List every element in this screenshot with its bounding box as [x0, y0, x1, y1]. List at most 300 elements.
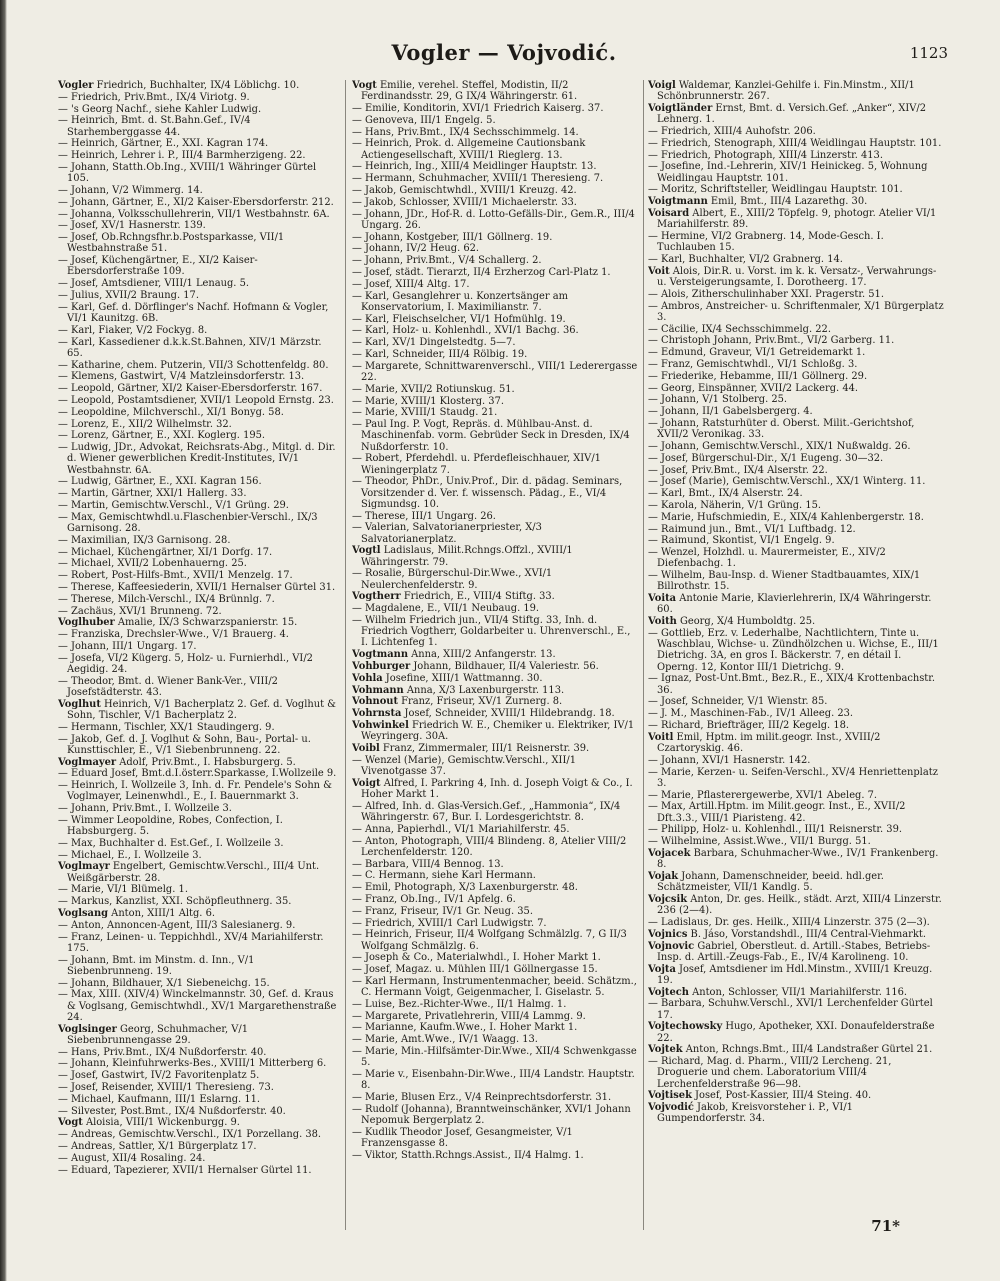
entry-text: — Wenzel (Marie), Gemischtw.Verschl., XII/1 Vivenotgasse 37. — [352, 754, 576, 777]
entry-text: — Marie, Amt.Wwe., IV/1 Waagg. 13. — [352, 1034, 538, 1046]
entry-text: — Martin, Gemischtw.Verschl., V/1 Grüng. 29. — [58, 499, 289, 511]
entry-text: — Barbara, VIII/4 Bennog. 13. — [352, 858, 504, 870]
page-header — [60, 40, 948, 74]
column-divider — [345, 80, 346, 1230]
entry-text: — C. Hermann, siehe Karl Hermann. — [352, 870, 536, 882]
entry-text: — Moritz, Schriftsteller, Weidlingau Hauptstr. 101. — [648, 184, 903, 196]
directory-entry — [648, 1056, 944, 1090]
directory-entry — [352, 696, 638, 707]
directory-entry — [648, 476, 944, 487]
directory-entry — [58, 676, 340, 698]
directory-entry — [648, 524, 944, 535]
entry-text: — Josef, Bürgerschul-Dir., X/1 Eugeng. 30—32. — [648, 452, 884, 464]
directory-entry — [648, 208, 944, 230]
directory-entry — [58, 861, 340, 883]
directory-entry — [352, 522, 638, 544]
entry-text: — Josef, Ob.Rchngsfhr.b.Postsparkasse, VII/1 Westbahnstraße 51. — [58, 232, 285, 255]
directory-entry — [58, 325, 340, 336]
entry-text: — Johann, Gärtner, E., XI/2 Kaiser-Ebersdorferstr. 212. — [58, 196, 334, 208]
entry-text: Emil, Hptm. im milit.geogr. Inst., XVIII/2 Czartoryskig. 46. — [657, 731, 881, 754]
entry-text: — Johann, XVI/1 Hasnerstr. 142. — [648, 754, 811, 766]
entry-text: Josef, Post-Kassier, III/4 Steing. 40. — [691, 1090, 872, 1102]
entry-surname: Voglsang — [58, 908, 109, 920]
directory-entry — [352, 267, 638, 278]
entry-text: — Leopold, Gärtner, XI/2 Kaiser-Ebersdorferstr. 167. — [58, 383, 323, 395]
directory-entry — [58, 395, 340, 406]
entry-surname: Vohla — [352, 672, 383, 684]
directory-entry — [352, 1104, 638, 1126]
entry-text: — Leopoldine, Milchverschl., XI/1 Bonyg. 58. — [58, 406, 284, 418]
entry-surname: Voit — [648, 265, 670, 277]
entry-text: — Andreas, Sattler, X/1 Bürgerplatz 17. — [58, 1141, 257, 1153]
directory-entry — [648, 465, 944, 476]
entry-text: — 's Georg Nachf., siehe Kahler Ludwig. — [58, 103, 262, 115]
directory-entry — [58, 641, 340, 652]
directory-entry — [352, 337, 638, 348]
directory-entry — [352, 882, 638, 893]
directory-entry — [648, 941, 944, 963]
entry-text: — Wimmer Leopoldine, Robes, Confection, I. Habsburgerg. 5. — [58, 814, 283, 838]
directory-entry — [58, 302, 340, 324]
entry-text: — Franz, Leinen- u. Teppichhdl., XV/4 Mariahilferstr. 175. — [58, 931, 324, 954]
directory-entry — [352, 232, 638, 243]
directory-entry — [648, 824, 944, 835]
entry-text: — Markus, Kanzlist, XXI. Schöpfleuthnerg. 35. — [58, 896, 292, 908]
entry-text: — Michael, Küchengärtner, XI/1 Dorfg. 17. — [58, 546, 273, 558]
entry-text: — Max, Buchhalter d. Est.Gef., I. Wollzeile 3. — [58, 837, 284, 849]
directory-entry — [648, 1090, 944, 1101]
directory-entry — [352, 591, 638, 602]
page-binding-edge — [0, 0, 7, 1281]
directory-entry — [648, 441, 944, 452]
directory-entry — [352, 161, 638, 172]
directory-entry — [58, 278, 340, 289]
directory-entry — [58, 138, 340, 149]
directory-entry — [58, 1153, 340, 1164]
entry-text: — Richard, Briefträger, III/2 Kegelg. 18. — [648, 719, 850, 731]
entry-surname: Voitl — [648, 731, 674, 743]
directory-entry — [352, 801, 638, 823]
directory-entry — [648, 488, 944, 499]
entry-surname: Voglhuber — [58, 617, 115, 629]
entry-text: — Gottlieb, Erz. v. Lederhalbe, Nachtlichtern, Tinte u. Waschblau, Wichse- u. Zündhölzchen u. Wichse, E., III/1 Dietrichg. 3A, en gros I. Bäckerstr. 7, en détail I. Operng. 12, Kontor III/1 Dietrichg. 9. — [648, 627, 939, 673]
entry-text: — Alois, Zitherschulinhaber XXI. Pragerstr. 51. — [648, 288, 884, 300]
entry-text: — Philipp, Holz- u. Kohlenhdl., III/1 Reisnerstr. 39. — [648, 824, 903, 836]
entry-text: — Rosalie, Bürgerschul-Dir.Wwe., XVI/1 Neulerchenfelderstr. 9. — [352, 568, 553, 591]
entry-text: — Friedrich, Priv.Bmt., IX/4 Viriotg. 9. — [58, 91, 250, 103]
directory-entry — [352, 615, 638, 649]
entry-text: — Zachäus, XVI/1 Brunneng. 72. — [58, 605, 222, 617]
entry-text: — Barbara, Schuhw.Verschl., XVI/1 Lerchenfelder Gürtel 17. — [648, 998, 933, 1021]
entry-text: Waldemar, Kanzlei-Gehilfe i. Fin.Minstm., XII/1 Schönbrunnerstr. 267. — [657, 80, 915, 103]
directory-entry — [58, 558, 340, 569]
entry-text: Friedrich W. E., Chemiker u. Elektriker, IV/1 Weyringerg. 30A. — [361, 719, 635, 743]
entry-surname: Vojnics — [648, 928, 688, 940]
directory-entry — [352, 1150, 638, 1161]
entry-surname: Voibl — [352, 742, 380, 754]
directory-entry — [58, 803, 340, 814]
directory-entry — [648, 394, 944, 405]
directory-entry — [648, 512, 944, 523]
directory-entry — [648, 289, 944, 300]
entry-text: — Josef, Schneider, V/1 Wienstr. 85. — [648, 696, 828, 708]
entry-text: Heinrich, V/1 Bacherplatz 2. Gef. d. Voglhut & Sohn, Tischler, V/1 Bacherplatz 2. — [67, 698, 336, 721]
entry-text: — Luise, Bez.-Richter-Wwe., II/1 Halmg. 1. — [352, 998, 567, 1010]
directory-entry — [648, 871, 944, 893]
entry-text: — Wilhelm, Bau-Insp. d. Wiener Stadtbauamtes, XIX/1 Billrothstr. 15. — [648, 570, 921, 593]
entry-text: — Julius, XVII/2 Braung. 17. — [58, 289, 199, 301]
directory-entry — [352, 906, 638, 917]
entry-text: — Johann, V/2 Wimmerg. 14. — [58, 184, 203, 196]
entry-text: — Josef, städt. Tierarzt, II/4 Erzherzog Carl-Platz 1. — [352, 266, 611, 278]
directory-entry — [352, 1092, 638, 1103]
directory-entry — [58, 162, 340, 184]
directory-entry — [58, 815, 340, 837]
directory-entry — [352, 511, 638, 522]
directory-entry — [352, 384, 638, 395]
entry-text: — Marie, Hufschmiedin, E., XIX/4 Kahlenbergerstr. 18. — [648, 511, 924, 523]
entry-text: — Marie, XVIII/1 Staudg. 21. — [352, 407, 498, 419]
entry-text: — Andreas, Gemischtw.Verschl., IX/1 Porzellang. 38. — [58, 1129, 322, 1141]
entry-text: — Johann, Bildhauer, X/1 Siebeneichg. 15. — [58, 977, 270, 989]
directory-entry — [58, 734, 340, 756]
directory-entry — [352, 476, 638, 510]
entry-surname: Voglhut — [58, 698, 101, 710]
entry-surname: Vohwinkel — [352, 719, 409, 731]
entry-text: Georg, X/4 Humboldtg. 25. — [676, 616, 816, 628]
entry-text: — Maximilian, IX/3 Garnisong. 28. — [58, 534, 231, 546]
directory-entry — [352, 1127, 638, 1149]
entry-text: — Karl, Fleischselcher, VI/1 Hofmühlg. 19. — [352, 313, 566, 325]
entry-text: — Karl, Bmt., IX/4 Alserstr. 24. — [648, 488, 803, 500]
directory-entry — [352, 1034, 638, 1045]
entry-text: Josefine, XIII/1 Wattmanng. 30. — [382, 672, 543, 684]
directory-entry — [352, 859, 638, 870]
directory-entry — [58, 371, 340, 382]
directory-entry — [648, 998, 944, 1020]
entry-text: — Marie, Kerzen- u. Seifen-Verschl., XV/4 Henriettenplatz 3. — [648, 766, 938, 789]
entry-text: B. Jáso, Vorstandshdl., III/4 Central-Viehmarkt. — [687, 928, 926, 940]
directory-entry — [648, 418, 944, 440]
directory-entry — [352, 173, 638, 184]
entry-text: — Marie, XVIII/1 Klosterg. 37. — [352, 395, 505, 407]
entry-surname: Voith — [648, 616, 677, 628]
column-divider — [643, 80, 644, 1230]
directory-entry — [648, 929, 944, 940]
directory-entry — [352, 964, 638, 975]
entry-text: — Franz, Friseur, IV/1 Gr. Neug. 35. — [352, 905, 533, 917]
entry-text: Anna, X/3 Laxenburgerstr. 113. — [403, 684, 565, 696]
entry-text: — Josef (Marie), Gemischtw.Verschl., XX/1 Winterg. 11. — [648, 476, 926, 488]
directory-entry — [58, 757, 340, 768]
entry-text: — Friedrich, XIII/4 Auhofstr. 206. — [648, 126, 816, 137]
directory-entry — [58, 383, 340, 394]
entry-text: — Raimund jun., Bmt., VI/1 Luftbadg. 12. — [648, 523, 856, 535]
directory-entry — [352, 103, 638, 114]
directory-entry — [58, 430, 340, 441]
directory-entry — [648, 254, 944, 265]
directory-entry — [58, 115, 340, 137]
entry-text: — Jakob, Schlosser, XVIII/1 Michaelerstr. 33. — [352, 196, 577, 208]
page-number: 1123 — [909, 44, 948, 62]
entry-text: — Margarete, Schnittwarenverschl., VIII/1 Lederergasse 22. — [352, 360, 638, 383]
entry-surname: Voigtmann — [648, 196, 708, 208]
directory-entry — [648, 570, 944, 592]
directory-entry — [648, 126, 944, 137]
directory-entry — [58, 1141, 340, 1152]
entry-text: — Marie v., Eisenbahn-Dir.Wwe., III/4 Landstr. Hauptstr. 8. — [352, 1069, 635, 1092]
entry-text: — Heinrich, Ing., XIII/4 Meidlinger Hauptstr. 13. — [352, 161, 597, 173]
directory-entry — [648, 150, 944, 161]
entry-text: Johann, Damenschneider, beeid. hdl.ger. Schätzmeister, VII/1 Kandlg. 5. — [657, 870, 884, 894]
entry-text: Anton, XIII/1 Altg. 6. — [108, 908, 215, 920]
entry-text: — Silvester, Post.Bmt., IX/4 Nußdorferstr. 40. — [58, 1105, 286, 1117]
entry-text: Johann, Bildhauer, II/4 Valeriestr. 56. — [410, 660, 599, 672]
directory-entry — [352, 603, 638, 614]
entry-text: Franz, Friseur, XV/1 Zurnerg. 8. — [398, 696, 563, 708]
entry-surname: Vogt — [352, 80, 377, 91]
entry-text: — Marie, XVII/2 Rotiunskug. 51. — [352, 383, 515, 395]
directory-entry — [648, 500, 944, 511]
entry-text: — Josef, Küchengärtner, E., XI/2 Kaiser-Ebersdorferstraße 109. — [58, 255, 258, 278]
directory-entry — [58, 255, 340, 277]
directory-entry — [58, 1106, 340, 1117]
entry-text: — J. M., Maschinen-Fab., IV/1 Alleeg. 23. — [648, 708, 854, 720]
directory-entry — [352, 80, 638, 102]
directory-entry — [648, 80, 944, 102]
directory-entry — [352, 824, 638, 835]
directory-entry — [352, 314, 638, 325]
entry-text: — Karl, Buchhalter, VI/2 Grabnerg. 14. — [648, 253, 843, 265]
entry-text: Anton, Rchngs.Bmt., III/4 Landstraßer Gürtel 21. — [682, 1044, 933, 1056]
entry-surname: Vogtherr — [352, 591, 401, 603]
entry-text: — Josefine, Ind.-Lehrerin, XIV/1 Heinickeg. 5, Wohnung Weidlingau Hauptstr. 101. — [648, 161, 928, 184]
entry-text: — Josef, Magaz. u. Mühlen III/1 Göllnergasse 15. — [352, 964, 598, 976]
directory-entry — [648, 266, 944, 288]
entry-text: — Heinrich, Prok. d. Allgemeine Cautionsbank Actiengesellschaft, XVIII/1 Rieglerg. 13. — [352, 138, 586, 161]
directory-entry — [58, 476, 340, 487]
directory-column-2 — [352, 80, 638, 1230]
directory-entry — [648, 696, 944, 707]
directory-entry — [648, 720, 944, 731]
entry-text: Emilie, verehel. Steffel, Modistin, II/2 Ferdinandsstr. 29, G IX/4 Währingerstr. 61. — [361, 80, 578, 103]
entry-text: — Viktor, Statth.Rchngs.Assist., II/4 Halmg. 1. — [352, 1149, 584, 1161]
directory-entry — [352, 1022, 638, 1033]
entry-text: — Robert, Post-Hilfs-Bmt., XVII/1 Menzelg. 17. — [58, 570, 293, 582]
entry-text: — Hermann, Tischler, XX/1 Staudingerg. 9. — [58, 721, 275, 733]
entry-text: — Max, Gemischtwhdl.u.Flaschenbier-Verschl., IX/3 Garnisong. 28. — [58, 511, 318, 534]
entry-text: — Cäcilie, IX/4 Sechsschimmelg. 22. — [648, 323, 831, 335]
directory-entry — [352, 836, 638, 858]
directory-entry — [352, 929, 638, 951]
entry-text: — Theodor, PhDr., Univ.Prof., Dir. d. pädag. Seminars, Vorsitzender d. Ver. f. wissensch. Pädag., E., VI/4 Sigmundsg. 10. — [352, 476, 623, 510]
directory-entry — [58, 570, 340, 581]
directory-entry — [352, 755, 638, 777]
entry-text: — Eduard, Tapezierer, XVII/1 Hernalser Gürtel 11. — [58, 1164, 312, 1176]
directory-entry — [648, 848, 944, 870]
entry-text: — Wilhelmine, Assist.Wwe., VII/1 Burgg. 51. — [648, 836, 871, 848]
entry-text: — Josef, XIII/4 Altg. 17. — [352, 278, 470, 290]
entry-text: Anton, Dr. ges. Heilk., städt. Arzt, XIII/4 Linzerstr. 236 (2—4). — [657, 893, 942, 917]
entry-text: Hugo, Apotheker, XXI. Donaufelderstraße 22. — [657, 1021, 935, 1044]
directory-entry — [58, 1024, 340, 1046]
directory-entry — [648, 196, 944, 207]
entry-text: — Johann, Kleinfuhrwerks-Bes., XVIII/1 Mitterberg 6. — [58, 1058, 327, 1070]
entry-text: — Anna, Papierhdl., VI/1 Mariahilferstr. 45. — [352, 823, 570, 835]
directory-entry — [648, 184, 944, 195]
directory-entry — [352, 778, 638, 800]
directory-entry — [352, 1011, 638, 1022]
entry-text: — Friedrich, Photograph, XIII/4 Linzerstr. 413. — [648, 149, 883, 161]
entry-text: — Johann, II/1 Gabelsbergerg. 4. — [648, 406, 813, 418]
directory-entry — [352, 127, 638, 138]
entry-text: Alois, Dir.R. u. Vorst. im k. k. Versatz-, Verwahrungs- u. Versteigerungsamte, I. Dorotheerg. 17. — [657, 265, 937, 288]
entry-text: — Heinrich, Friseur, II/4 Wolfgang Schmälzlg. 7, G II/3 Wolfgang Schmälzlg. 6. — [352, 929, 627, 952]
entry-text: — Wenzel, Holzhdl. u. Maurermeister, E., XIV/2 Diefenbachg. 1. — [648, 547, 886, 570]
entry-text: — Ludwig, Gärtner, E., XXI. Kagran 156. — [58, 476, 262, 488]
entry-text: — Katharine, chem. Putzerin, VII/3 Schottenfeldg. 80. — [58, 359, 329, 371]
directory-entry — [352, 918, 638, 929]
directory-entry — [648, 347, 944, 358]
directory-entry — [58, 220, 340, 231]
entry-text: — Ignaz, Post-Unt.Bmt., Bez.R., E., XIX/4 Krottenbachstr. 36. — [648, 673, 936, 696]
entry-text: — Joseph & Co., Materialwhdl., I. Hoher Markt 1. — [352, 952, 601, 964]
entry-text: Ladislaus, Milit.Rchngs.Offzl., XVIII/1 Währingerstr. 79. — [361, 545, 573, 568]
entry-text: — Josef, Priv.Bmt., IX/4 Alserstr. 22. — [648, 464, 828, 476]
entry-text: — Franz, Gemischtwhdl., VI/1 Schloßg. 3. — [648, 358, 858, 370]
entry-text: Georg, Schuhmacher, V/1 Siebenbrunnengasse 29. — [67, 1023, 249, 1046]
entry-text: Josef, Schneider, XVIII/1 Hildebrandg. 18. — [401, 708, 615, 720]
entry-text: — Karl Hermann, Instrumentenmacher, beeid. Schätzm., C. Hermann Voigt, Geigenmacher, I. Giselastr. 5. — [352, 975, 637, 999]
directory-entry — [58, 1082, 340, 1093]
directory-entry — [648, 801, 944, 823]
entry-text: — Heinrich, Lehrer i. P., III/4 Barmherzigeng. 22. — [58, 150, 306, 162]
entry-text: — Karl, Kassediener d.k.k.St.Bahnen, XIV/1 Märzstr. 65. — [58, 336, 322, 359]
entry-text: — Johann, Priv.Bmt., V/4 Schallerg. 2. — [352, 255, 542, 267]
entry-surname: Vojacek — [648, 847, 691, 859]
entry-surname: Voigl — [648, 80, 676, 91]
directory-entry — [352, 291, 638, 313]
entry-surname: Vojtechowsky — [648, 1021, 723, 1033]
entry-surname: Vojta — [648, 963, 676, 975]
directory-entry — [58, 955, 340, 977]
entry-text: — Friedrich, Stenograph, XIII/4 Weidlingau Hauptstr. 101. — [648, 137, 942, 149]
entry-text: — Richard, Mag. d. Pharm., VIII/2 Lercheng. 21, Droguerie und chem. Laboratorium VIII/4 Lerchenfelderstraße 96—98. — [648, 1056, 892, 1090]
entry-text: — Karl, Holz- u. Kohlenhdl., XVI/1 Bachg. 36. — [352, 325, 579, 337]
directory-entry — [58, 920, 340, 931]
entry-text: — Leopold, Postamtsdiener, XVII/1 Leopold Ernstg. 23. — [58, 394, 334, 406]
directory-entry — [352, 1046, 638, 1068]
entry-text: — Johann, Gemischtw.Verschl., XIX/1 Nußwaldg. 26. — [648, 440, 911, 452]
entry-text: — Hermann, Schuhmacher, XVIII/1 Theresieng. 7. — [352, 173, 604, 185]
entry-text: Jakob, Kreisvorsteher i. P., VI/1 Gumpendorferstr. 34. — [657, 1102, 853, 1125]
entry-text: — Karl, XV/1 Dingelstedtg. 5—7. — [352, 337, 516, 349]
entry-text: Alfred, I. Parkring 4, Inh. d. Joseph Voigt & Co., I. Hoher Markt 1. — [361, 777, 633, 800]
entry-text: — Emil, Photograph, X/3 Laxenburgerstr. 48. — [352, 882, 578, 894]
entry-surname: Vojtek — [648, 1044, 683, 1056]
entry-text: — Hermine, VI/2 Grabnerg. 14, Mode-Gesch. I. Tuchlauben 15. — [648, 230, 884, 254]
entry-text: — Lorenz, Gärtner, E., XXI. Koglerg. 195. — [58, 430, 266, 442]
directory-entry — [352, 185, 638, 196]
directory-entry — [648, 103, 944, 125]
entry-text: — Emilie, Konditorin, XVI/1 Friedrich Kaiserg. 37. — [352, 103, 604, 114]
directory-entry — [58, 232, 340, 254]
entry-text: — Johann, JDr., Hof-R. d. Lotto-Gefälls-Dir., Gem.R., III/4 Ungarg. 26. — [352, 208, 635, 231]
directory-entry — [58, 290, 340, 301]
directory-entry — [58, 500, 340, 511]
directory-entry — [352, 661, 638, 672]
directory-entry — [352, 685, 638, 696]
entry-text: — Martin, Gärtner, XXI/1 Hallerg. 33. — [58, 488, 247, 500]
directory-entry — [648, 138, 944, 149]
directory-entry — [648, 628, 944, 673]
entry-surname: Vojvodić — [648, 1102, 694, 1114]
entry-text: — Michael, Kaufmann, III/1 Eslarng. 11. — [58, 1093, 261, 1105]
directory-entry — [58, 699, 340, 721]
entry-text: — Karola, Näherin, V/1 Grüng. 15. — [648, 499, 822, 511]
entry-text: — Robert, Pferdehdl. u. Pferdefleischhauer, XIV/1 Wieningerplatz 7. — [352, 453, 601, 476]
page-title: Vogler — Vojvodić. — [391, 40, 617, 65]
entry-text: Josef, Amtsdiener im Hdl.Minstm., XVIII/1 Kreuzg. 19. — [657, 963, 933, 986]
directory-entry — [352, 545, 638, 567]
directory-entry — [58, 594, 340, 605]
entry-surname: Voita — [648, 593, 677, 605]
entry-text: — Marianne, Kaufm.Wwe., I. Hoher Markt 1. — [352, 1022, 578, 1034]
directory-entry — [648, 231, 944, 253]
entry-text: Friedrich, Buchhalter, IX/4 Löblichg. 10. — [93, 80, 300, 91]
entry-text: — Therese, Kaffeesiederin, XVII/1 Hernalser Gürtel 31. — [58, 581, 336, 593]
directory-entry — [58, 442, 340, 476]
entry-text: — Kudlik Theodor Josef, Gesangmeister, V/1 Franzensgasse 8. — [352, 1126, 573, 1150]
entry-text: — Johann, Ratsturhüter d. Oberst. Milit.-Gerichtshof, XVII/2 Veronikag. 33. — [648, 417, 915, 441]
entry-text: — Georg, Einspänner, XVII/2 Lackerg. 44. — [648, 382, 859, 394]
directory-entry — [58, 488, 340, 499]
directory-column-3 — [648, 80, 944, 1230]
directory-entry — [648, 732, 944, 754]
entry-text: — Edmund, Graveur, VI/1 Getreidemarkt 1. — [648, 347, 866, 359]
entry-text: Franz, Zimmermaler, III/1 Reisnerstr. 39. — [379, 742, 590, 754]
directory-entry — [58, 722, 340, 733]
entry-text: Gabriel, Oberstleut. d. Artill.-Stabes, Betriebs-Insp. d. Artill.-Zeugs-Fab., E., IV/4 Karolineng. 10. — [657, 940, 931, 963]
directory-entry — [58, 653, 340, 675]
directory-entry — [352, 870, 638, 881]
entry-surname: Vojtisek — [648, 1090, 692, 1102]
entry-text: — Magdalene, E., VII/1 Neubaug. 19. — [352, 603, 540, 615]
directory-entry — [648, 383, 944, 394]
entry-surname: Vogtmann — [352, 649, 409, 661]
entry-surname: Vohmann — [352, 684, 404, 696]
entry-text: — Valerian, Salvatorianerpriester, X/3 Salvatorianerplatz. — [352, 522, 542, 545]
directory-entry — [58, 80, 340, 91]
entry-text: — Marie, Min.-Hilfsämter-Dir.Wwe., XII/4 Schwenkgasse 5. — [352, 1046, 637, 1069]
directory-entry — [352, 138, 638, 160]
directory-entry — [648, 755, 944, 766]
directory-entry — [648, 535, 944, 546]
entry-surname: Vohburger — [352, 660, 411, 672]
entry-text: — Anton, Photograph, VIII/4 Blindeng. 8, Atelier VIII/2 Lerchenfelderstr. 120. — [352, 835, 627, 858]
entry-text: — Heinrich, Bmt. d. St.Bahn.Gef., IV/4 Starhemberggasse 44. — [58, 115, 251, 138]
directory-entry — [352, 325, 638, 336]
directory-entry — [352, 279, 638, 290]
directory-entry — [648, 790, 944, 801]
directory-entry — [648, 673, 944, 695]
directory-entry — [648, 1021, 944, 1043]
directory-entry — [352, 1069, 638, 1091]
directory-entry — [648, 359, 944, 370]
directory-entry — [58, 209, 340, 220]
entry-surname: Vogler — [58, 80, 94, 91]
entry-text: — Klemens, Gastwirt, V/4 Matzleinsdorferstr. 13. — [58, 371, 305, 383]
